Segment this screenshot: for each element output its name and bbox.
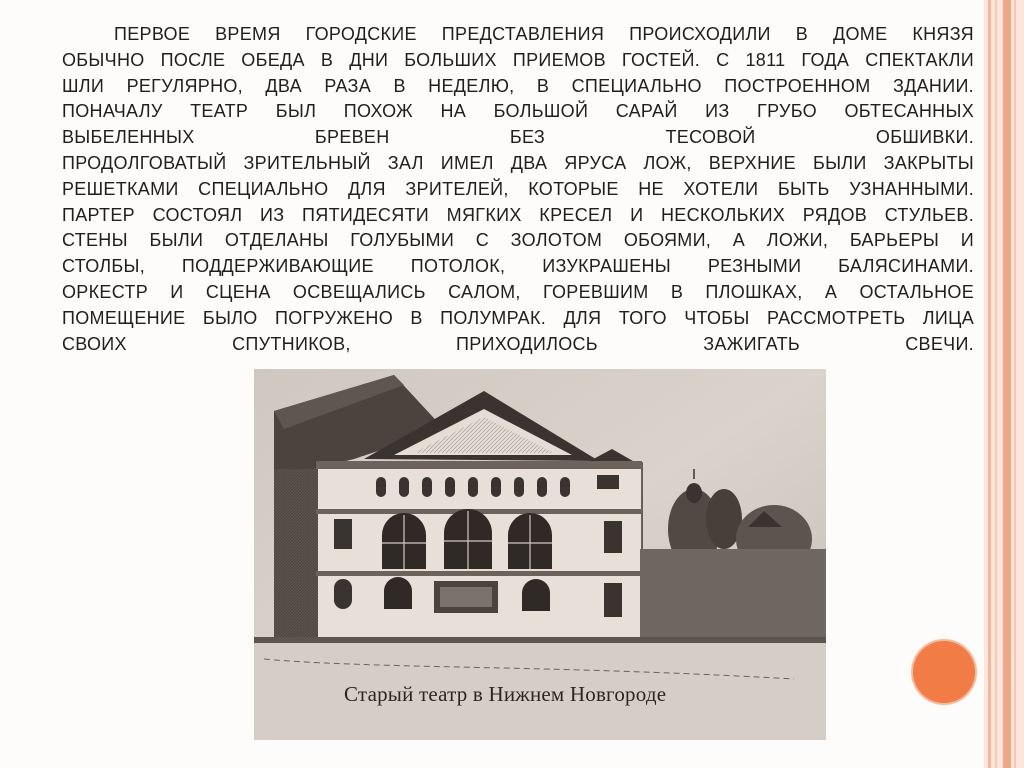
text-line: СТОЛБЫ, ПОДДЕРЖИВАЮЩИЕ ПОТОЛОК, ИЗУКРАШЕНЫ РЕЗНЫМИ БАЛЯСИНАМИ. <box>62 256 974 277</box>
decorative-stripe <box>1014 0 1016 768</box>
orange-circle-decoration <box>913 641 975 703</box>
text-line: РЕШЕТКАМИ СПЕЦИАЛЬНО ДЛЯ ЗРИТЕЛЕЙ, КОТОРЫЕ НЕ ХОТЕЛИ БЫТЬ УЗНАННЫМИ. <box>62 178 974 199</box>
text-line: ОРКЕСТР И СЦЕНА ОСВЕЩАЛИСЬ САЛОМ, ГОРЕВШИМ В ПЛОШКАХ, А ОСТАЛЬНОЕ <box>62 281 974 302</box>
text-line: ПОНАЧАЛУ ТЕАТР БЫЛ ПОХОЖ НА БОЛЬШОЙ САРАЙ ИЗ ГРУБО ОБТЕСАННЫХ <box>62 101 974 122</box>
text-line: ПАРТЕР СОСТОЯЛ ИЗ ПЯТИДЕСЯТИ МЯГКИХ КРЕСЕЛ И НЕСКОЛЬКИХ РЯДОВ СТУЛЬЕВ. <box>62 204 974 225</box>
text-line: ПРОДОЛГОВАТЫЙ ЗРИТЕЛЬНЫЙ ЗАЛ ИМЕЛ ДВА ЯРУСА ЛОЖ, ВЕРХНИЕ БЫЛИ ЗАКРЫТЫ <box>62 152 974 173</box>
decorative-stripe <box>1003 0 1011 768</box>
photo-caption: Старый театр в Нижнем Новгороде <box>344 682 667 706</box>
slide-body-text <box>62 22 974 357</box>
text-line: СТЕНЫ БЫЛИ ОТДЕЛАНЫ ГОЛУБЫМИ С ЗОЛОТОМ ОБОЯМИ, А ЛОЖИ, БАРЬЕРЫ И <box>62 230 974 251</box>
text-line: ВЫБЕЛЕННЫХ БРЕВЕН БЕЗ ТЕСОВОЙ ОБШИВКИ. <box>62 127 974 148</box>
text-line: ШЛИ РЕГУЛЯРНО, ДВА РАЗА В НЕДЕЛЮ, В СПЕЦИАЛЬНО ПОСТРОЕННОМ ЗДАНИИ. <box>62 75 974 96</box>
decorative-stripe <box>995 0 997 768</box>
text-line: ПЕРВОЕ ВРЕМЯ ГОРОДСКИЕ ПРЕДСТАВЛЕНИЯ ПРОИСХОДИЛИ В ДОМЕ КНЯЗЯ <box>114 24 974 44</box>
theatre-photo <box>254 369 826 740</box>
text-line: ОБЫЧНО ПОСЛЕ ОБЕДА В ДНИ БОЛЬШИХ ПРИЕМОВ ГОСТЕЙ. С 1811 ГОДА СПЕКТАКЛИ <box>62 49 974 70</box>
text-line: ПОМЕЩЕНИЕ БЫЛО ПОГРУЖЕНО В ПОЛУМРАК. ДЛЯ ТОГО ЧТОБЫ РАССМОТРЕТЬ ЛИЦА <box>62 307 974 328</box>
text-line: СВОИХ СПУТНИКОВ, ПРИХОДИЛОСЬ ЗАЖИГАТЬ СВЕЧИ. <box>62 333 974 354</box>
decorative-stripe <box>988 0 991 768</box>
